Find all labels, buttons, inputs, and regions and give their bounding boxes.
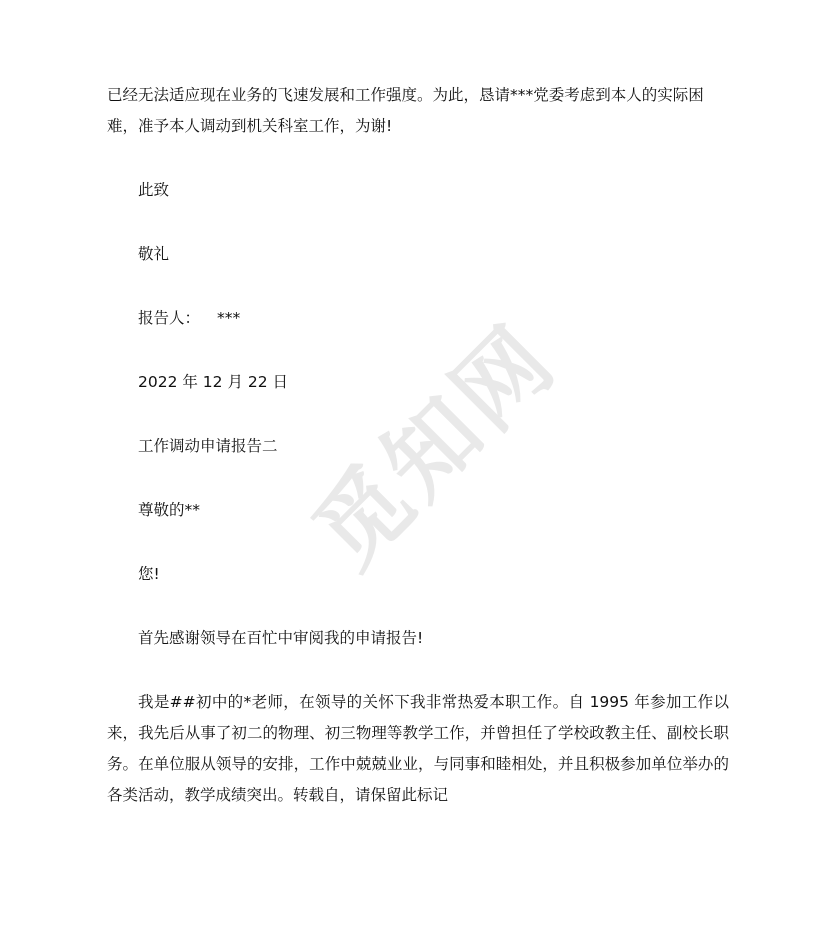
closing-line-1: 此致 — [138, 181, 170, 199]
closing-line-2: 敬礼 — [138, 245, 170, 263]
watermark: 觅知网 — [293, 304, 578, 589]
greeting-line: 您! — [138, 565, 160, 583]
second-report-title: 工作调动申请报告二 — [138, 437, 278, 455]
date-line: 2022 年 12 月 22 日 — [138, 373, 289, 391]
document-content — [107, 80, 729, 811]
body-paragraph: 我是##初中的*老师，在领导的关怀下我非常热爱本职工作。自 1995 年参加工作以来，我先后从事了初二的物理、初三物理等教学工作，并曾担任了学校政教主任、副校长职务。在单位服从领导的安排，工作中兢兢业业，与同事和睦相处，并且积极参加单位举办的各类活动，教学成绩突出。转载自，请保留此标记 — [107, 693, 729, 804]
reporter-line — [107, 303, 729, 334]
reporter-name: *** — [216, 309, 241, 327]
salutation-line: 尊敬的** — [138, 501, 201, 519]
thanks-line: 首先感谢领导在百忙中审阅我的申请报告! — [138, 629, 424, 647]
continued-paragraph: 已经无法适应现在业务的飞速发展和工作强度。为此，恳请***党委考虑到本人的实际困难，准予本人调动到机关科室工作，为谢! — [107, 86, 704, 135]
reporter-label: 报告人： — [138, 309, 201, 327]
